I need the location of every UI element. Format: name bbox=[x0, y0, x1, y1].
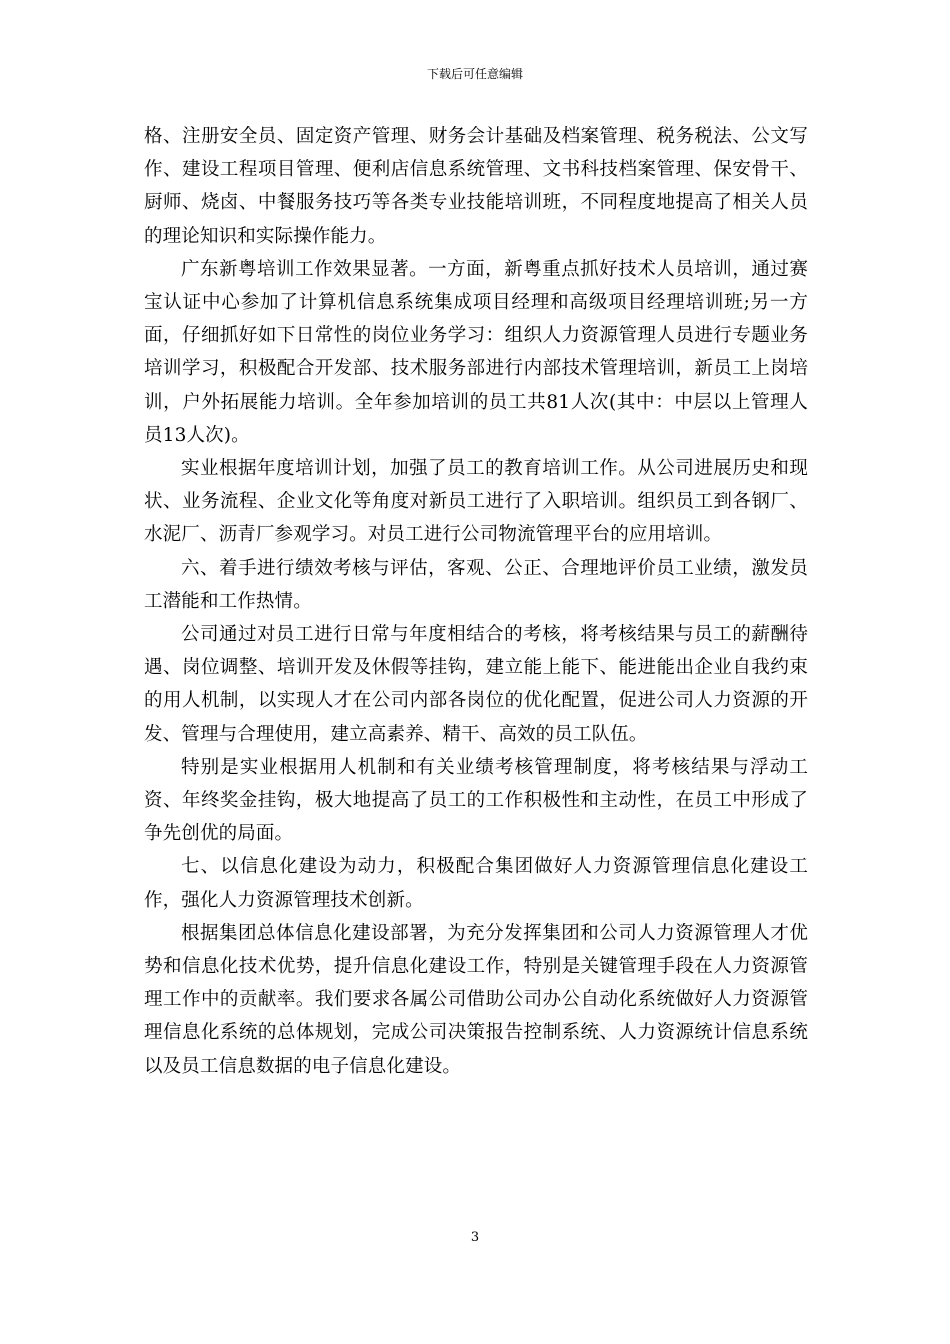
paragraph: 根据集团总体信息化建设部署，为充分发挥集团和公司人力资源管理人才优势和信息化技术优势，提升信息化建设工作，特别是关键管理手段在人力资源管理工作中的贡献率。我们要求各属公司借助公司办公自动化系统做好人力资源管理信息化系统的总体规划，完成公司决策报告控制系统、人力资源统计信息系统以及员工信息数据的电子信息化建设。 bbox=[144, 922, 808, 1077]
page-number: 3 bbox=[470, 1230, 480, 1245]
document-body bbox=[144, 120, 808, 1083]
paragraph-continued: 格、注册安全员、固定资产管理、财务会计基础及档案管理、税务税法、公文写作、建设工程项目管理、便利店信息系统管理、文书科技档案管理、保安骨干、厨师、烧卤、中餐服务技巧等各类专业技能培训班，不同程度地提高了相关人员的理论知识和实际操作能力。 bbox=[144, 126, 808, 247]
paragraph: 特别是实业根据用人机制和有关业绩考核管理制度，将考核结果与浮动工资、年终奖金挂钩，极大地提高了员工的工作积极性和主动性，在员工中形成了争先创优的局面。 bbox=[144, 756, 808, 845]
section-heading-paragraph: 七、以信息化建设为动力，积极配合集团做好人力资源管理信息化建设工作，强化人力资源管理技术创新。 bbox=[144, 856, 808, 911]
section-heading-paragraph: 六、着手进行绩效考核与评估，客观、公正、合理地评价员工业绩，激发员工潜能和工作热情。 bbox=[144, 557, 808, 612]
paragraph: 广东新粤培训工作效果显著。一方面，新粤重点抓好技术人员培训，通过赛宝认证中心参加了计算机信息系统集成项目经理和高级项目经理培训班;另一方面，仔细抓好如下日常性的岗位业务学习：组织人力资源管理人员进行专题业务培训学习，积极配合开发部、技术服务部进行内部技术管理培训，新员工上岗培训，户外拓展能力培训。全年参加培训的员工共81人次(其中：中层以上管理人员13人次)。 bbox=[144, 258, 808, 446]
paragraph: 公司通过对员工进行日常与年度相结合的考核，将考核结果与员工的薪酬待遇、岗位调整、培训开发及休假等挂钩，建立能上能下、能进能出企业自我约束的用人机制，以实现人才在公司内部各岗位的优化配置，促进公司人力资源的开发、管理与合理使用，建立高素养、精干、高效的员工队伍。 bbox=[144, 624, 808, 745]
page-header: 下载后可任意编辑 bbox=[426, 67, 523, 81]
paragraph: 实业根据年度培训计划，加强了员工的教育培训工作。从公司进展历史和现状、业务流程、企业文化等角度对新员工进行了入职培训。组织员工到各钢厂、水泥厂、沥青厂参观学习。对员工进行公司物流管理平台的应用培训。 bbox=[144, 458, 808, 546]
